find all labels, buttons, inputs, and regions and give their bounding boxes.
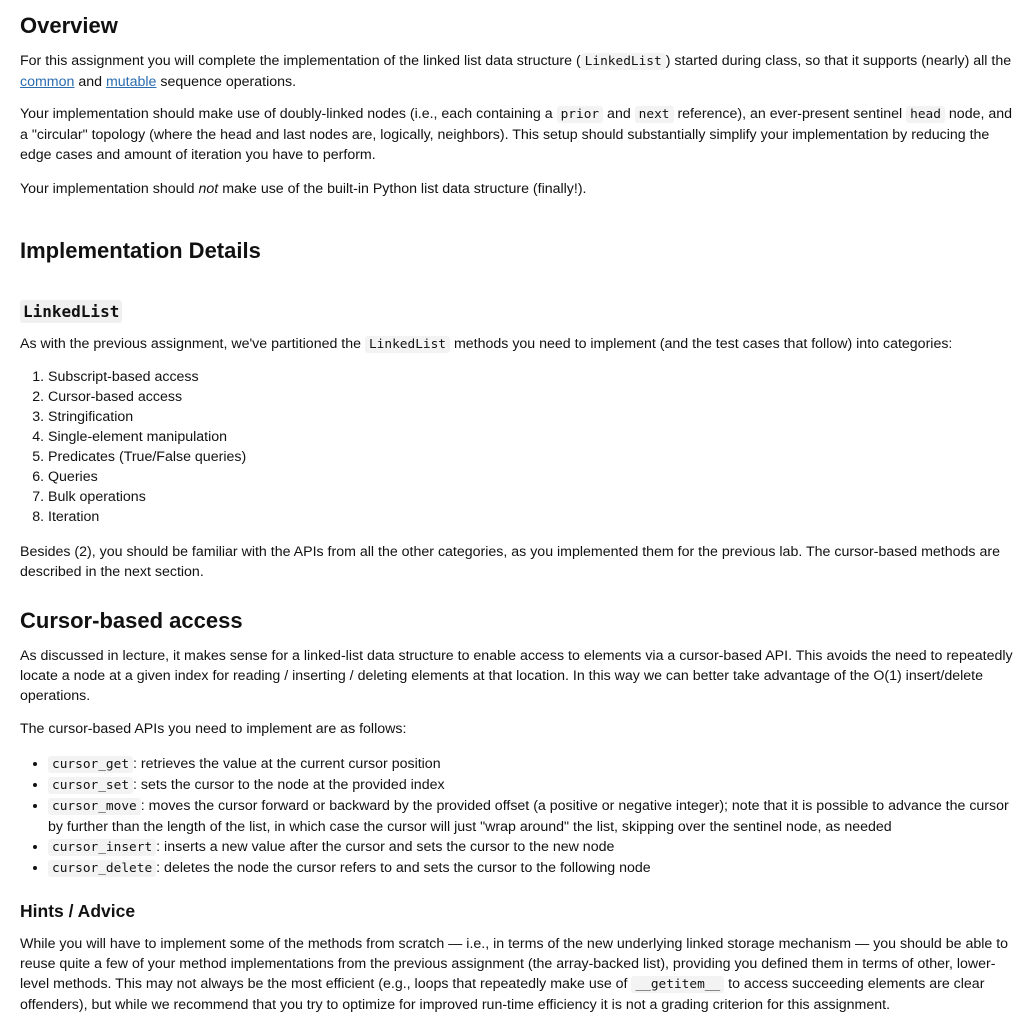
list-item: • cursor_delete : deletes the node the cursor refers to and sets the cursor to the following node (48, 858, 1013, 879)
cursor-access-heading: Cursor-based access (20, 608, 243, 633)
list-item: 1. Subscript-based access (48, 367, 1013, 387)
code-cursor-insert: cursor_insert (48, 839, 156, 856)
link-common[interactable]: common (20, 74, 75, 90)
hints-heading: Hints / Advice (20, 901, 136, 921)
linkedlist-subheading: LinkedList (20, 297, 1013, 325)
code-cursor-set: cursor_set (48, 777, 133, 794)
list-item: 3. Stringification (48, 407, 1013, 427)
code-linkedlist: LinkedList (365, 336, 450, 353)
cursor-paragraph-1: As discussed in lecture, it makes sense for a linked-list data structure to enable access to elements via a cursor-based API. This avoids the need to repeatedly locate a node at a given index for reading / inserting / deleting elements at that location. In this way we can better take advantage of the O(1) insert/delete operations. (20, 648, 1013, 704)
implementation-details-heading: Implementation Details (20, 238, 261, 263)
overview-paragraph-3: Your implementation should not make use of the built-in Python list data structure (finally!). (20, 181, 587, 197)
list-item: • cursor_insert : inserts a new value after the cursor and sets the cursor to the new node (48, 837, 1013, 858)
list-item: 2. Cursor-based access (48, 387, 1013, 407)
overview-paragraph-2: Your implementation should make use of doubly-linked nodes (i.e., each containing a prior and next reference), an ever-present sentinel head node, and a "circular" topology (where the head and last nodes are, logically, neighbors). This setup should substantially simplify your implementation by reducing the edge cases and amount of iteration you have to perform. (20, 106, 1013, 163)
link-mutable[interactable]: mutable (105, 74, 157, 90)
code-cursor-delete: cursor_delete (48, 860, 156, 877)
list-item: 7. Bulk operations (48, 487, 1013, 507)
cursor-paragraph-2: The cursor-based APIs you need to implement are as follows: (20, 721, 407, 737)
implementation-intro: As with the previous assignment, we've partitioned the LinkedList methods you need to implement (and the test cases that follow) into categories: (20, 336, 953, 352)
cursor-api-list (20, 754, 1013, 879)
hints-paragraph: While you will have to implement some of the methods from scratch — i.e., in terms of the new underlying linked storage mechanism — you should be able to reuse quite a few of your method implementations from the previous assignment (the array-backed list), providing you defined them in terms of other, lower-level methods. This may not always be the most efficient (e.g., loops that repeatedly make use of __getitem__ to access succeeding elements are clear offenders), but while we recommend that you try to optimize for improved run-time efficiency it is not a grading criterion for this assignment. (20, 936, 1009, 1013)
overview-heading: Overview (20, 13, 118, 38)
list-item: • cursor_move : moves the cursor forward or backward by the provided offset (a positive or negative integer); note that it is possible to advance the cursor by further than the length of the list, in which case the cursor will just "wrap around" the list, skipping over the sentinel node, as needed (48, 796, 1013, 837)
categories-list (20, 367, 1013, 527)
code-head: head (906, 106, 945, 123)
list-item: 8. Iteration (48, 507, 1013, 527)
list-item: 4. Single-element manipulation (48, 427, 1013, 447)
code-prior: prior (557, 106, 604, 123)
code-getitem: __getitem__ (631, 976, 724, 993)
categories-followup-paragraph: Besides (2), you should be familiar with the APIs from all the other categories, as you implemented them for the previous lab. The cursor-based methods are described in the next section. (20, 544, 1000, 580)
list-item: • cursor_set : sets the cursor to the node at the provided index (48, 775, 1013, 796)
overview-paragraph-1: For this assignment you will complete the implementation of the linked list data structure ( LinkedList ) started during class, so that it supports (nearly) all the common and mutable sequence operations. (20, 53, 1012, 90)
code-cursor-get: cursor_get (48, 756, 133, 773)
list-item: 6. Queries (48, 467, 1013, 487)
list-item: • cursor_get : retrieves the value at the current cursor position (48, 754, 1013, 775)
code-linkedlist: LinkedList (581, 53, 666, 70)
code-cursor-move: cursor_move (48, 798, 141, 815)
list-item: 5. Predicates (True/False queries) (48, 447, 1013, 467)
code-next: next (635, 106, 674, 123)
